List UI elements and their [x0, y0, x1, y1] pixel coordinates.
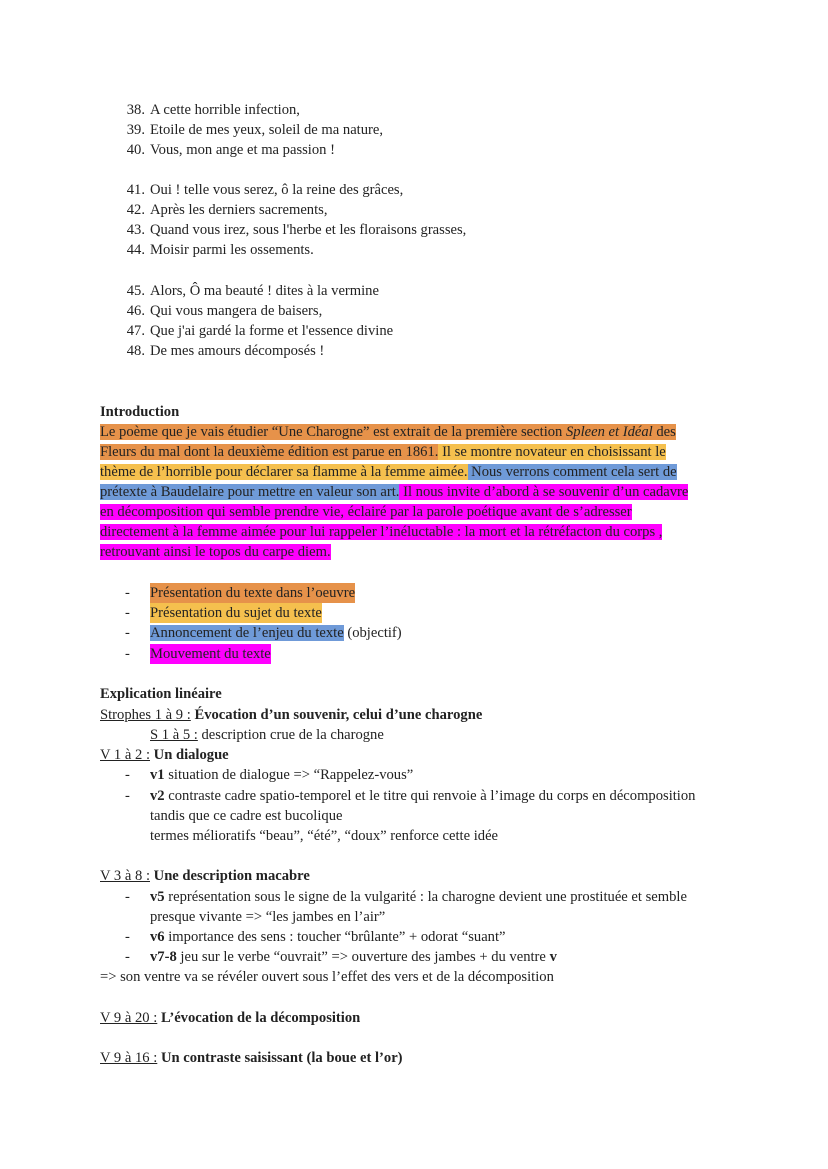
section-title: Évocation d’un souvenir, celui d’une charogne — [190, 707, 483, 723]
verse-text: A cette horrible infection, — [150, 102, 300, 118]
list-item — [150, 786, 695, 806]
verse-number: 38. — [126, 102, 145, 118]
intro-text: des — [652, 424, 676, 440]
list-item — [150, 887, 687, 907]
verse-key: v5 — [150, 889, 165, 905]
list-item-text: représentation sous le signe de la vulgarité : la charogne devient une prostituée et semble — [164, 889, 687, 905]
list-bullet: - — [125, 585, 130, 601]
section-title: Un contraste saisissant (la boue et l’or) — [157, 1050, 403, 1066]
verse-range-heading — [100, 1048, 403, 1068]
list-item-text: importance des sens : toucher “brûlante” + odorat “suant” — [164, 929, 506, 945]
list-bullet: - — [125, 889, 130, 905]
intro-line — [100, 502, 632, 522]
verse-number: 45. — [126, 283, 145, 299]
verse-text: Après les derniers sacrements, — [150, 202, 328, 218]
verse-key: v6 — [150, 929, 165, 945]
verse-range-heading — [100, 866, 310, 886]
verse-text: Etoile de mes yeux, soleil de ma nature, — [150, 122, 384, 138]
section-title: Une description macabre — [150, 868, 310, 884]
verse-text: Moisir parmi les ossements. — [150, 242, 314, 258]
intro-text: Spleen et Idéal — [566, 424, 653, 440]
section-ref: Strophes 1 à 9 : — [100, 707, 191, 723]
intro-line — [100, 542, 331, 562]
verse-number: 44. — [126, 242, 145, 258]
list-item-text: jeu sur le verbe “ouvrait” => ouverture des jambes + du ventre — [176, 949, 550, 965]
intro-text: en décomposition qui semble prendre vie, éclairé par la parole poétique avant de s’adresser — [100, 504, 632, 520]
list-item-text: situation de dialogue => “Rappelez-vous” — [164, 767, 414, 783]
verse-key: v — [549, 949, 557, 965]
intro-text: . — [434, 444, 439, 460]
intro-line — [100, 522, 662, 542]
section-title: Un dialogue — [150, 747, 229, 763]
list-bullet: - — [125, 929, 130, 945]
verse-range-heading — [100, 1008, 360, 1028]
verse-number: 39. — [126, 122, 145, 138]
verse-range-heading — [100, 745, 229, 765]
list-item-text: contraste cadre spatio-temporel et le titre qui renvoie à l’image du corps en décomposition — [164, 788, 696, 804]
section-ref: V 1 à 2 : — [100, 747, 150, 763]
verse-text: Quand vous irez, sous l'herbe et les floraisons grasses, — [150, 222, 467, 238]
explication-heading: Explication linéaire — [100, 686, 222, 702]
intro-line — [100, 482, 688, 502]
intro-text: prétexte à Baudelaire pour mettre en valeur son art. — [100, 484, 400, 500]
intro-text: retrouvant ainsi le topos du carpe diem. — [100, 544, 331, 560]
list-bullet: - — [125, 949, 130, 965]
section-ref: V 9 à 16 : — [100, 1050, 158, 1066]
list-item — [150, 927, 506, 947]
intro-text: Il nous invite d’abord à se souvenir d’un cadavre — [399, 484, 689, 500]
section-heading — [100, 705, 482, 725]
verse-key: v7-8 — [150, 949, 177, 965]
list-item: Présentation du sujet du texte — [150, 605, 322, 621]
intro-line — [100, 462, 677, 482]
list-item — [150, 947, 557, 967]
verse-number: 40. — [126, 142, 145, 158]
list-bullet: - — [125, 605, 130, 621]
intro-text: thème de l’horrible pour déclarer sa flamme à la femme aimée. — [100, 464, 468, 480]
verse-number: 47. — [126, 323, 145, 339]
verse-text: Vous, mon ange et ma passion ! — [150, 142, 335, 158]
section-ref: V 9 à 20 : — [100, 1010, 158, 1026]
list-item: Mouvement du texte — [150, 646, 271, 662]
section-ref: S 1 à 5 : — [150, 727, 198, 743]
list-item: Présentation du texte dans l’oeuvre — [150, 585, 356, 601]
verse-key: v2 — [150, 788, 165, 804]
list-item-note: (objectif) — [343, 625, 402, 641]
intro-text: directement à la femme aimée pour lui rappeler l’inéluctable : la mort et la rétréfacton du corps , — [100, 524, 663, 540]
list-bullet: - — [125, 646, 130, 662]
introduction-heading: Introduction — [100, 404, 180, 420]
verse-key: v1 — [150, 767, 165, 783]
verse-text: Qui vous mangera de baisers, — [150, 303, 323, 319]
list-bullet: - — [125, 788, 130, 804]
verse-text: Alors, Ô ma beauté ! dites à la vermine — [150, 283, 379, 299]
verse-number: 41. — [126, 182, 145, 198]
verse-text: De mes amours décomposés ! — [150, 343, 325, 359]
verse-text: Que j'ai gardé la forme et l'essence divine — [150, 323, 394, 339]
verse-text: Oui ! telle vous serez, ô la reine des grâces, — [150, 182, 404, 198]
list-item-continuation: tandis que ce cadre est bucolique — [150, 808, 343, 824]
list-bullet: - — [125, 767, 130, 783]
list-item — [150, 765, 413, 785]
verse-number: 46. — [126, 303, 145, 319]
verse-number: 43. — [126, 222, 145, 238]
intro-text: Nous verrons comment cela sert de — [467, 464, 677, 480]
verse-number: 48. — [126, 343, 145, 359]
list-bullet: - — [125, 625, 130, 641]
subsection-heading — [150, 725, 384, 745]
section-title: description crue de la charogne — [197, 727, 384, 743]
intro-line — [100, 422, 676, 442]
list-item-text: Annoncement de l’enjeu du texte — [150, 625, 344, 641]
intro-text: Le poème que je vais étudier “Une Charogne” est extrait de la première section — [100, 424, 566, 440]
section-ref: V 3 à 8 : — [100, 868, 150, 884]
verse-number: 42. — [126, 202, 145, 218]
conclusion-line: => son ventre va se révéler ouvert sous l’effet des vers et de la décomposition — [100, 969, 554, 985]
intro-text: Il se montre novateur en choisissant le — [438, 444, 666, 460]
intro-line — [100, 442, 666, 462]
section-title: L’évocation de la décomposition — [157, 1010, 361, 1026]
list-item-continuation: termes mélioratifs “beau”, “été”, “doux” renforce cette idée — [150, 828, 499, 844]
list-item-continuation: presque vivante => “les jambes en l’air” — [150, 909, 386, 925]
list-item — [150, 623, 402, 643]
intro-text: Fleurs du mal dont la deuxième édition est parue en 1861 — [100, 444, 435, 460]
